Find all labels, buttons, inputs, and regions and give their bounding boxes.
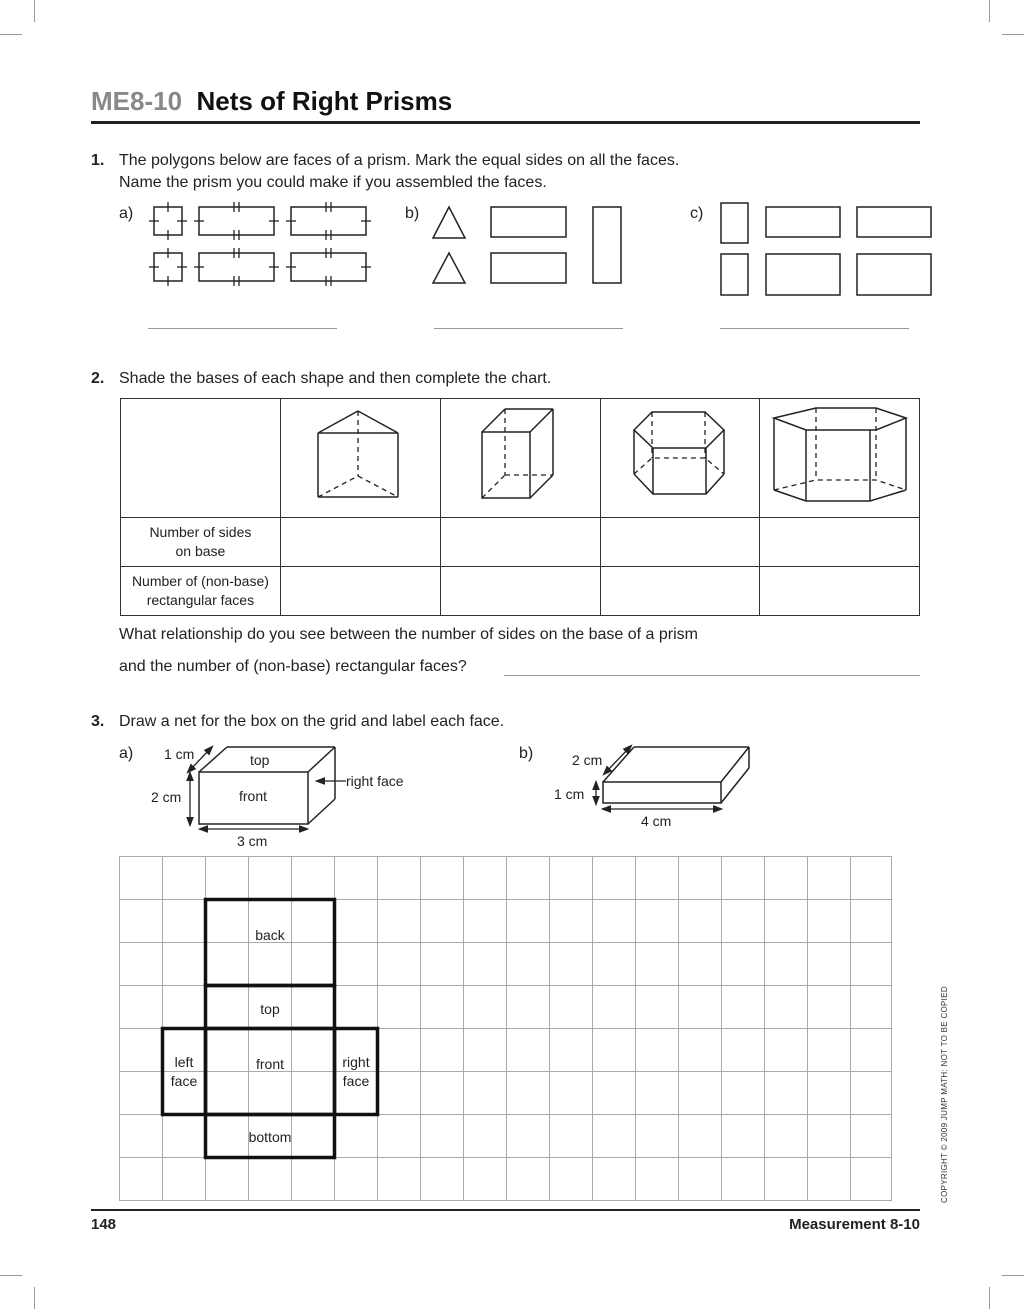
q2-relationship-line1: What relationship do you see between the number of sides on the base of a prism <box>119 626 699 643</box>
q3-text: Draw a net for the box on the grid and label each face. <box>119 713 505 730</box>
box-b-width-label: 4 cm <box>641 813 672 829</box>
drawing-grid[interactable] <box>119 856 893 1201</box>
box-a-front-label: front <box>239 788 268 804</box>
chart-row1-label: Number of sides on base <box>121 518 281 567</box>
box-a-right-label: right face <box>346 773 404 789</box>
copyright-notice: COPYRIGHT © 2009 JUMP MATH: NOT TO BE COPIED <box>940 986 949 1203</box>
q2-relationship-line2: and the number of (non-base) rectangular faces? <box>119 658 467 675</box>
net-label-left: left face <box>170 1054 198 1089</box>
page-number: 148 <box>91 1216 117 1233</box>
crop-mark <box>34 1287 35 1309</box>
q2-number: 2. <box>91 370 105 387</box>
net-label-top: top <box>260 1001 280 1017</box>
q1-part-b: b) <box>405 205 420 222</box>
q3-part-b: b) <box>519 745 534 762</box>
net-label-right: right face <box>342 1054 370 1089</box>
footer-rule <box>91 1209 920 1211</box>
q1-text-line1: The polygons below are faces of a prism. Mark the equal sides on all the faces. <box>119 152 680 169</box>
q2-text: Shade the bases of each shape and then complete the chart. <box>119 370 552 387</box>
box-a-top-label: top <box>250 752 270 768</box>
box-b-height-label: 1 cm <box>554 786 585 802</box>
net-label-bottom: bottom <box>248 1129 292 1145</box>
q1-part-a: a) <box>119 205 134 222</box>
lesson-title: Nets of Right Prisms <box>196 86 453 116</box>
lesson-code: ME8-10 <box>91 86 183 116</box>
box-a-height-label: 2 cm <box>151 789 182 805</box>
chart-row2-label: Number of (non-base) rectangular faces <box>121 567 281 616</box>
footer-section: Measurement 8-10 <box>789 1216 920 1233</box>
crop-mark <box>1002 1275 1024 1276</box>
crop-mark <box>0 1275 22 1276</box>
q1-text-line2: Name the prism you could make if you assembled the faces. <box>119 174 547 191</box>
q3-part-a: a) <box>119 745 134 762</box>
box-a-depth-label: 1 cm <box>164 746 195 762</box>
net-label-back: back <box>255 927 285 943</box>
crop-mark <box>989 1287 990 1309</box>
q1-number: 1. <box>91 152 105 169</box>
box-b-depth-label: 2 cm <box>572 752 603 768</box>
q1-part-c: c) <box>690 205 704 222</box>
net-label-front: front <box>255 1056 284 1072</box>
box-a-width-label: 3 cm <box>237 833 268 849</box>
q3-number: 3. <box>91 713 105 730</box>
